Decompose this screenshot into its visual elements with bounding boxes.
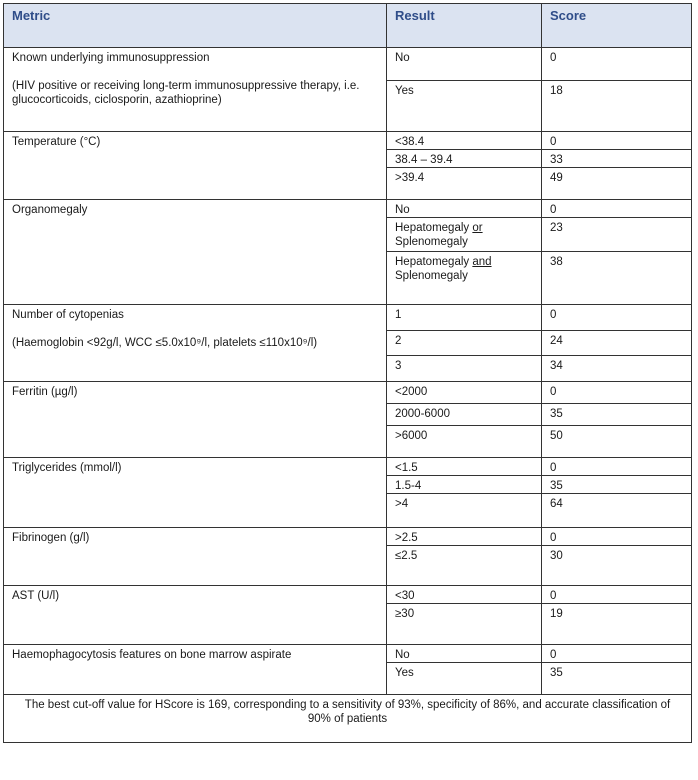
result-cell	[387, 252, 542, 305]
metric-cytopenias	[4, 305, 387, 382]
metric-haemophagocytosis: Haemophagocytosis features on bone marrow aspirate	[4, 645, 387, 695]
score-cell: 0	[542, 200, 692, 218]
score-cell: 0	[542, 305, 692, 331]
result-cell: 38.4 – 39.4	[387, 150, 542, 168]
result-cell: >4	[387, 494, 542, 528]
table-row	[4, 305, 692, 331]
score-cell: 23	[542, 218, 692, 252]
result-cell: <2000	[387, 382, 542, 404]
score-cell: 24	[542, 331, 692, 356]
result-cell: 2	[387, 331, 542, 356]
result-cell: >6000	[387, 426, 542, 458]
table-row	[4, 48, 692, 81]
result-cell: >2.5	[387, 528, 542, 546]
table-row	[4, 645, 692, 663]
table-row	[4, 382, 692, 404]
score-cell: 35	[542, 663, 692, 695]
score-cell: 30	[542, 546, 692, 586]
score-cell: 35	[542, 404, 692, 426]
score-cell: 0	[542, 586, 692, 604]
score-cell: 33	[542, 150, 692, 168]
table-row	[4, 132, 692, 150]
result-cell: No	[387, 200, 542, 218]
metric-note: (HIV positive or receiving long-term immunosuppressive therapy, i.e. glucocorticoids, ciclosporin, azathioprine)	[12, 80, 360, 106]
result-cell: <30	[387, 586, 542, 604]
table-row	[4, 586, 692, 604]
metric-fibrinogen: Fibrinogen (g/l)	[4, 528, 387, 586]
score-header: Score	[542, 4, 692, 48]
result-cell: No	[387, 48, 542, 81]
score-cell: 0	[542, 382, 692, 404]
result-header: Result	[387, 4, 542, 48]
footer-row	[4, 695, 692, 743]
result-cell: No	[387, 645, 542, 663]
result-text: Splenomegaly	[395, 270, 468, 282]
metric-temperature: Temperature (°C)	[4, 132, 387, 200]
score-cell: 64	[542, 494, 692, 528]
score-cell: 0	[542, 528, 692, 546]
table-row	[4, 528, 692, 546]
result-cell: 3	[387, 356, 542, 382]
result-text: Splenomegaly	[395, 236, 468, 248]
score-cell: 50	[542, 426, 692, 458]
metric-label: Known underlying immunosuppression	[12, 52, 210, 64]
score-cell: 0	[542, 48, 692, 81]
metric-immunosuppression	[4, 48, 387, 132]
result-cell: Yes	[387, 81, 542, 132]
score-cell: 35	[542, 476, 692, 494]
metric-header: Metric	[4, 4, 387, 48]
conjunction-or: or	[472, 222, 483, 234]
metric-ast: AST (U/l)	[4, 586, 387, 645]
result-text: Hepatomegaly	[395, 256, 473, 268]
metric-organomegaly: Organomegaly	[4, 200, 387, 305]
score-cell: 18	[542, 81, 692, 132]
metric-note: (Haemoglobin <92g/l, WCC ≤5.0x10⁹/l, platelets ≤110x10⁹/l)	[12, 337, 318, 349]
hscore-table	[3, 3, 692, 743]
cutoff-note: The best cut-off value for HScore is 169, corresponding to a sensitivity of 93%, specificity of 86%, and accurate classification of 90% of patients	[4, 695, 692, 743]
score-cell: 34	[542, 356, 692, 382]
score-cell: 38	[542, 252, 692, 305]
score-cell: 49	[542, 168, 692, 200]
score-cell: 19	[542, 604, 692, 645]
result-cell: Yes	[387, 663, 542, 695]
metric-label: Number of cytopenias	[12, 309, 124, 321]
score-cell: 0	[542, 645, 692, 663]
result-cell: >39.4	[387, 168, 542, 200]
result-cell: ≥30	[387, 604, 542, 645]
score-cell: 0	[542, 132, 692, 150]
table-row	[4, 200, 692, 218]
conjunction-and: and	[472, 256, 492, 268]
result-cell: ≤2.5	[387, 546, 542, 586]
result-cell: <38.4	[387, 132, 542, 150]
metric-ferritin: Ferritin (µg/l)	[4, 382, 387, 458]
header-row	[4, 4, 692, 48]
result-cell: 2000-6000	[387, 404, 542, 426]
result-cell: 1	[387, 305, 542, 331]
result-cell: 1.5-4	[387, 476, 542, 494]
result-text: Hepatomegaly	[395, 222, 473, 234]
metric-triglycerides: Triglycerides (mmol/l)	[4, 458, 387, 528]
score-cell: 0	[542, 458, 692, 476]
table-row	[4, 458, 692, 476]
result-cell	[387, 218, 542, 252]
result-cell: <1.5	[387, 458, 542, 476]
